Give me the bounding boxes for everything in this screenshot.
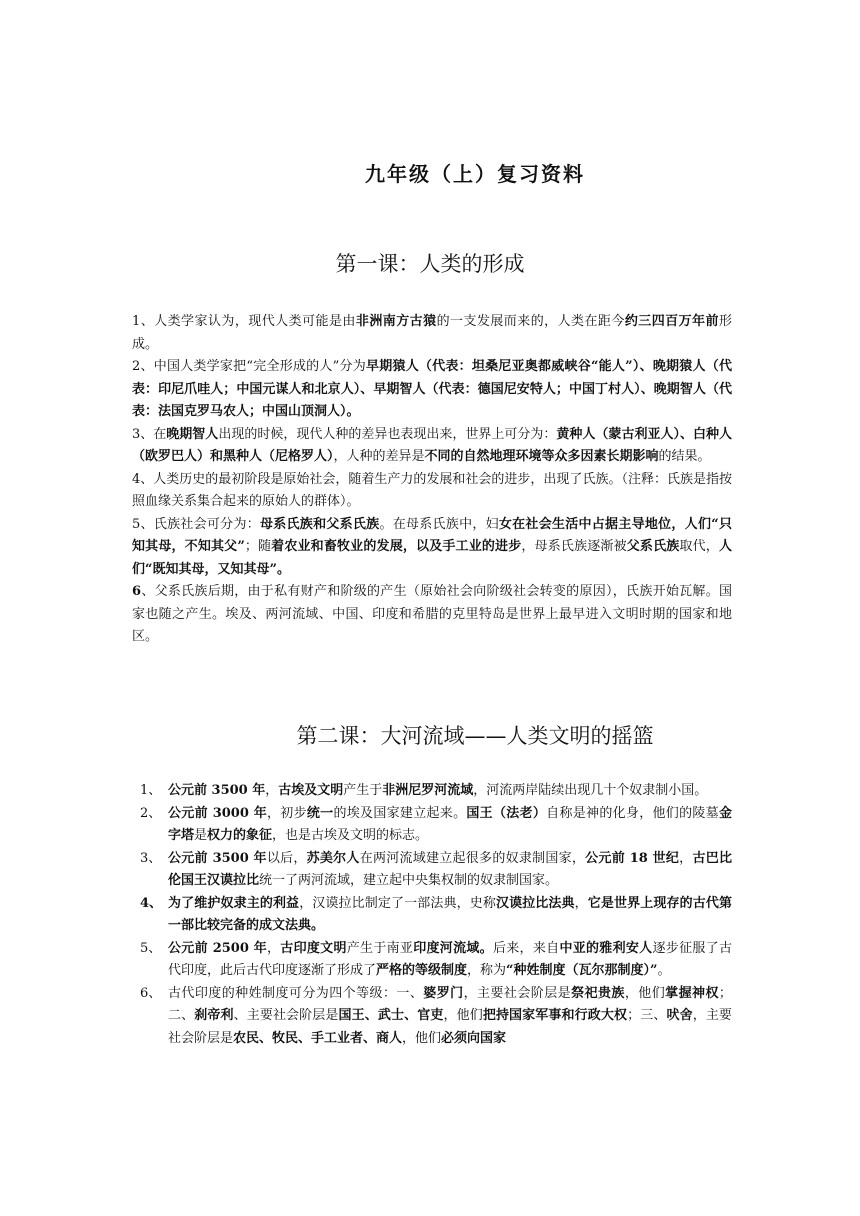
text: ， [266, 940, 281, 956]
text: 。在母系氏族中，妇 [379, 516, 499, 532]
text: ，主要社会阶层是 [168, 1008, 732, 1046]
paragraph [132, 514, 732, 582]
bold-text: 非洲尼罗河流域 [382, 783, 474, 798]
lesson2-content [132, 780, 732, 1050]
text: 自称是神的化身，他们的陵墓 [546, 805, 719, 821]
bold-text: 印度河流域。 [413, 940, 493, 956]
bold-text: 国王（法老） [466, 805, 547, 821]
lesson1-content [132, 311, 732, 649]
bold-text: 中亚的雅利安人 [559, 940, 653, 956]
bold-text: 统一 [306, 805, 334, 821]
bold-text: 古印度文明 [280, 940, 347, 956]
bold-text: 金字塔 [168, 805, 732, 843]
text: ，人种的差异是 [333, 449, 425, 464]
bold-text: 严格的等级制度 [376, 963, 468, 978]
text: ；随 [244, 539, 272, 554]
bold-text: 晚期智人 [166, 426, 219, 442]
bold-text: 早期猿人（代表：坦桑尼亚奥都威峡谷“能人”）、晚期猿人（代表：印尼爪哇人；中国元谋人和北京人）、早期智人（代表：德国尼安特人；中国丁村人）、晚期智人（代表：法国克罗马农人；中国山顶洞人）。 [132, 359, 732, 419]
text: ；三、 [627, 1008, 667, 1023]
bold-text: 着农业和畜牧业的发展，以及手工业的进步 [271, 539, 522, 554]
text: 、主要社会阶层是 [233, 1008, 339, 1023]
bold-text: 它是世界上现存的古代第一部比较完备的成文法典。 [168, 895, 732, 933]
text: ；二、 [168, 985, 732, 1023]
text: ，他们 [624, 985, 666, 1001]
lesson2-heading: 第二课：大河流域——人类文明的摇篮 [296, 724, 654, 748]
text: ，也是古埃及文明的标志。 [272, 828, 429, 843]
bold-text: 公元前 3500 年 [168, 850, 267, 866]
text: 逐步征服了古代印度，此后古代印度逐渐了形成了 [168, 940, 732, 978]
text: ，母系氏族逐渐被 [521, 539, 627, 554]
text: 后来，来自 [492, 940, 560, 956]
list-item [132, 938, 732, 983]
list-number: 4、 [140, 895, 163, 911]
bold-text: 祭祀贵族 [571, 985, 625, 1001]
bold-text: 非洲南方古猿 [355, 314, 437, 329]
bold-text: 农民、牧民、手工业者、商人 [233, 1030, 403, 1046]
text: 4、人类历史的最初阶段是原始社会，随着生产力的发展和社会的进步，出现了氏族。（注释：氏族是指按照血缘关系集合起来的原始人的群体）。 [132, 471, 732, 509]
bold-text: 苏美尔人 [306, 850, 360, 866]
bold-text: 古巴比伦国王汉谟拉比 [168, 850, 732, 888]
bold-text: 权力的象征 [207, 828, 273, 843]
bold-text: 吠舍 [666, 1008, 693, 1023]
text: ，他们 [443, 1008, 483, 1023]
text: 、父系氏族后期，由于私有财产和阶级的产生（原始社会向阶级社会转变的原因），氏族开始瓦解。国家也随之产生。埃及、两河流域、中国、印度和希腊的克里特岛是世界上最早进入文明时期的国家和地区。 [132, 584, 732, 644]
text: 古代印度的种姓制度可分为四个等级：一、 [168, 985, 424, 1001]
list-number: 5、 [140, 940, 162, 956]
text: 5、氏族社会可分为： [132, 516, 260, 532]
text: 产生于南亚 [346, 940, 414, 956]
bold-text: 婆罗门 [423, 985, 464, 1001]
bold-text: 公元前 3000 年 [168, 805, 267, 821]
text: 统一了两河流域，建立起中央集权制的奴隶制国家。 [259, 873, 559, 888]
text: 的结果。 [658, 449, 711, 464]
bold-text: 国王、武士、官吏 [338, 1008, 444, 1023]
bold-text: 6 [132, 584, 142, 599]
text: ，河流两岸陆续出现几十个奴隶制小国。 [473, 783, 708, 798]
bold-text: “种姓制度（瓦尔那制度）” [506, 963, 658, 978]
paragraph [132, 581, 732, 649]
text: 2、中国人类学家把“完全形成的人”分为 [132, 359, 366, 374]
list-item [132, 803, 732, 848]
paragraph [132, 424, 732, 469]
lesson1-heading: 第一课：人类的形成 [335, 252, 525, 276]
bold-text: 掌握神权 [665, 985, 719, 1001]
text: ，他们 [402, 1030, 442, 1046]
bold-text: 女在社会生活中占据主导地位，人们“只知其母，不知其父” [132, 516, 732, 554]
bold-text: 为了维护奴隶主的利益 [168, 895, 300, 911]
bold-text: 不同的自然地理环境等众多因素长期影响 [424, 449, 659, 464]
text: 3、在 [132, 426, 167, 442]
text: 以后， [266, 850, 307, 866]
text: ，初步 [266, 805, 307, 821]
text: 出现的时候，现代人种的差异也表现出来，世界上可分为： [218, 426, 557, 442]
text: ，主要社会阶层是 [463, 985, 572, 1001]
bold-text: 把持国家军事和行政大权 [482, 1008, 628, 1023]
list-item [132, 780, 732, 803]
list-item [132, 983, 732, 1051]
bold-text: 人们“既知其母，又知其母”。 [132, 539, 732, 577]
text: 在两河流域建立起很多的奴隶制国家， [359, 850, 586, 866]
text: 形成。 [132, 314, 732, 352]
paragraph [132, 356, 732, 424]
text: 1、人类学家认为，现代人类可能是由 [132, 314, 356, 329]
text: 取代， [679, 539, 719, 554]
bold-text: 约三四百万年前 [624, 314, 719, 329]
bold-text: 公元前 18 世纪 [585, 850, 680, 866]
bold-text: 古埃及文明 [278, 783, 344, 798]
text: ，汉谟拉比制定了一部法典，史称 [299, 895, 496, 911]
text: 产生于 [343, 783, 383, 798]
list-number: 3、 [140, 850, 162, 866]
list-item [132, 848, 732, 893]
bold-text: 汉谟拉比法典 [495, 895, 575, 911]
text: 的一支发展而来的，人类在距今 [436, 314, 625, 329]
bold-text: 必须向国家 [441, 1030, 507, 1046]
list-number: 6、 [140, 985, 162, 1001]
text: ， [574, 895, 588, 911]
text: ， [679, 850, 693, 866]
paragraph [132, 311, 732, 356]
bold-text: 母系氏族和父系氏族 [259, 516, 380, 532]
text: 是 [194, 828, 208, 843]
text: ， [265, 783, 279, 798]
list-number: 1、 [140, 783, 162, 798]
bold-text: 公元前 3500 年 [168, 783, 266, 798]
text: 。 [657, 963, 671, 978]
paragraph [132, 469, 732, 514]
text: ，称为 [467, 963, 507, 978]
bold-text: 公元前 2500 年 [168, 940, 267, 956]
bold-text: 黄种人（蒙古利亚人）、白种人（欧罗巴人）和黑种人（尼格罗人） [132, 426, 732, 464]
text: 的埃及国家建立起来。 [333, 805, 467, 821]
document-title: 九年级（上）复习资料 [365, 162, 585, 186]
bold-text: 刹帝利 [194, 1008, 234, 1023]
list-item [132, 893, 732, 938]
list-number: 2、 [140, 805, 162, 821]
bold-text: 父系氏族 [626, 539, 680, 554]
